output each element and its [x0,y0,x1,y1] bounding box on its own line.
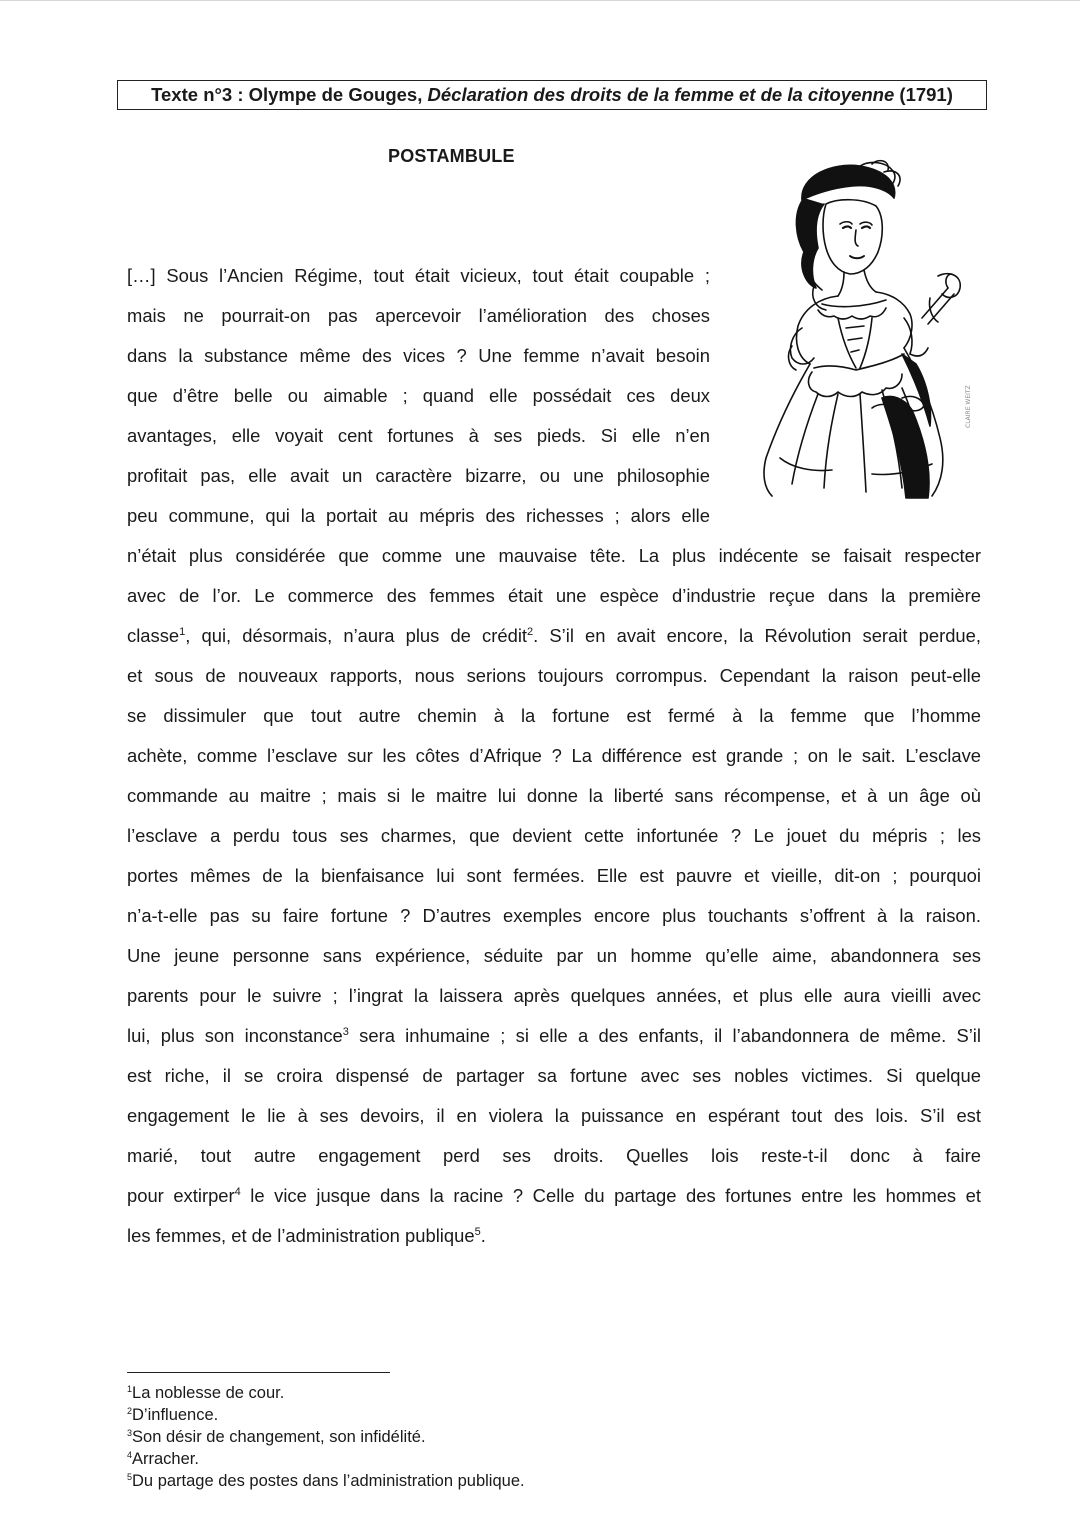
line-part: pour extirper [127,1185,235,1206]
paragraph-line: mais ne pourrait-on pas apercevoir l’amélioration des choses [127,305,710,326]
paragraph-line: achète, comme l’esclave sur les côtes d’Afrique ? La différence est grande ; on le sait. L’esclave [127,745,981,766]
footnote-ref-5: 5 [474,1226,481,1238]
footnote-5 [127,1470,525,1492]
footnote-number: 3 [127,1428,133,1438]
illustrator-signature: CLAIRE WEITZ [965,385,972,428]
footnote-number: 4 [127,1450,133,1460]
footnote-ref-3: 3 [342,1026,349,1038]
footnote-3 [127,1426,525,1448]
line-part: les femmes, et de l’administration publique [127,1225,475,1246]
footnote-1 [127,1382,525,1404]
paragraph-line: […] Sous l’Ancien Régime, tout était vicieux, tout était coupable ; [127,265,710,286]
footnote-separator [127,1372,390,1373]
paragraph-line [127,1176,981,1216]
footnote-ref-4: 4 [234,1186,241,1198]
paragraph-line: engagement le lie à ses devoirs, il en violera la puissance en espérant tout des lois. S’il est [127,1105,981,1126]
page-top-edge [0,0,1080,1]
line-part: . [480,1225,486,1246]
line-part: , qui, désormais, n’aura plus de crédit [185,625,528,646]
paragraph-line: et sous de nouveaux rapports, nous serions toujours corrompus. Cependant la raison peut-elle [127,665,981,686]
work-title: Déclaration des droits de la femme et de la citoyenne [427,84,895,105]
paragraph-line: dans la substance même des vices ? Une femme n’avait besoin [127,345,710,366]
paragraph-line: parents pour le suivre ; l’ingrat la laissera après quelques années, et plus elle aura vieilli avec [127,985,981,1006]
line-part: lui, plus son inconstance [127,1025,343,1046]
footnotes [127,1382,525,1492]
footnote-text: Arracher. [132,1450,199,1468]
footnote-text: Son désir de changement, son infidélité. [132,1428,426,1446]
footnote-text: La noblesse de cour. [132,1384,285,1402]
footnote-4 [127,1448,525,1470]
title-year: (1791) [894,84,953,105]
footnote-2 [127,1404,525,1426]
paragraph-line: que d’être belle ou aimable ; quand elle possédait ces deux [127,385,710,406]
footnote-ref-2: 2 [527,626,534,638]
line-part: le vice jusque dans la racine ? Celle du partage des fortunes entre les hommes et [240,1185,981,1206]
paragraph-line: l’esclave a perdu tous ses charmes, que devient cette infortunée ? Le jouet du mépris ; les [127,825,981,846]
paragraph-line [127,1216,981,1256]
paragraph-line: se dissimuler que tout autre chemin à la fortune est fermé à la femme que l’homme [127,705,981,726]
title-prefix: Texte n°3 : Olympe de Gouges, [151,84,428,105]
postambule-paragraph [127,256,981,1256]
paragraph-line: est riche, il se croira dispensé de partager sa fortune avec ses nobles victimes. Si quelque [127,1065,981,1086]
paragraph-line: n’a-t-elle pas su faire fortune ? D’autres exemples encore plus touchants s’offrent à la raison. [127,905,981,926]
footnote-number: 1 [127,1384,133,1394]
section-heading: POSTAMBULE [388,146,515,166]
paragraph-line [127,616,981,656]
footnote-ref-1: 1 [179,626,186,638]
footnote-number: 5 [127,1472,133,1482]
document-title-box [117,80,987,110]
paragraph-line: avantages, elle voyait cent fortunes à ses pieds. Si elle n’en [127,425,710,446]
footnote-text: Du partage des postes dans l’administration publique. [132,1472,525,1490]
paragraph-line: Une jeune personne sans expérience, séduite par un homme qu’elle aime, abandonnera ses [127,945,981,966]
line-part: sera inhumaine ; si elle a des enfants, il l’abandonnera de même. S’il [348,1025,981,1046]
line-part: . S’il en avait encore, la Révolution serait perdue, [533,625,981,646]
footnote-text: D’influence. [132,1406,219,1424]
paragraph-line: portes mêmes de la bienfaisance lui sont fermées. Elle est pauvre et vieille, dit-on ; pourquoi [127,865,981,886]
paragraph-line: avec de l’or. Le commerce des femmes était une espèce d’industrie reçue dans la première [127,585,981,606]
paragraph-line: peu commune, qui la portait au mépris des richesses ; alors elle [127,505,710,526]
line-part: classe [127,625,180,646]
footnote-number: 2 [127,1406,133,1416]
paragraph-line: n’était plus considérée que comme une mauvaise tête. La plus indécente se faisait respecter [127,545,981,566]
paragraph-line: marié, tout autre engagement perd ses droits. Quelles lois reste-t-il donc à faire [127,1145,981,1166]
paragraph-line [127,1016,981,1056]
paragraph-line: commande au maitre ; mais si le maitre lui donne la liberté sans récompense, et à un âge où [127,785,981,806]
paragraph-line: profitait pas, elle avait un caractère bizarre, ou une philosophie [127,465,710,486]
